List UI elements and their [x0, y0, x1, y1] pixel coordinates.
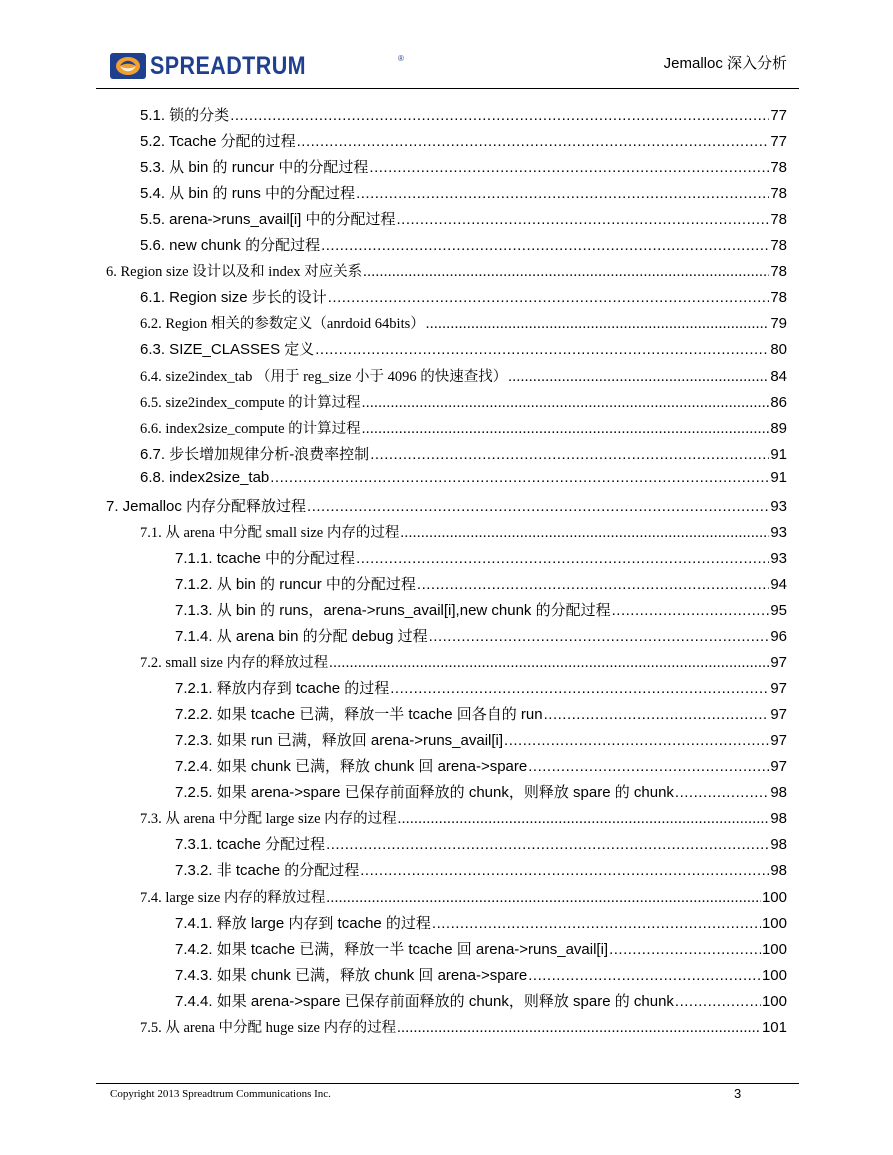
toc-entry-title: 7. Jemalloc 内存分配释放过程 [106, 497, 307, 515]
toc-entry-title: 7.5. 从 arena 中分配 huge size 内存的过程 [140, 1019, 397, 1036]
toc-dot-leader [270, 469, 769, 486]
toc-entry-title: 7.2. small size 内存的释放过程 [140, 655, 329, 672]
toc-entry[interactable] [140, 469, 787, 491]
toc-dot-leader [528, 758, 769, 775]
toc-dot-leader [356, 550, 769, 567]
toc-entry[interactable] [175, 833, 787, 855]
toc-entry[interactable] [175, 781, 787, 803]
toc-entry-title: 7.3. 从 arena 中分配 large size 内存的过程 [140, 811, 397, 828]
toc-entry[interactable] [140, 234, 787, 256]
toc-entry[interactable] [140, 391, 787, 413]
toc-entry-page: 97 [770, 732, 787, 750]
toc-dot-leader [544, 706, 770, 723]
toc-entry[interactable] [140, 886, 787, 908]
toc-entry-title: 7.2.3. 如果 run 已满，释放回 arena->runs_avail[i] [175, 732, 504, 750]
toc-entry-page: 86 [770, 393, 787, 411]
toc-entry-title: 7.1. 从 arena 中分配 small size 内存的过程 [140, 524, 400, 541]
footer-copyright: Copyright 2013 Spreadtrum Communications Inc. [110, 1088, 331, 1100]
toc-entry-page: 78 [770, 289, 787, 307]
toc-dot-leader [307, 498, 769, 515]
toc-dot-leader [504, 732, 769, 749]
toc-entry-title: 5.4. 从 bin 的 runs 中的分配过程 [140, 185, 356, 203]
toc-entry[interactable] [106, 260, 787, 282]
toc-entry-page: 98 [770, 862, 787, 880]
toc-entry-page: 98 [770, 784, 787, 802]
toc-entry-title: 6.8. index2size_tab [140, 468, 270, 486]
toc-dot-leader [675, 784, 769, 801]
toc-dot-leader [329, 655, 769, 672]
toc-entry-page: 94 [770, 575, 787, 593]
toc-entry-title: 6.2. Region 相关的参数定义（anrdoid 64bits） [140, 316, 425, 333]
toc-dot-leader [315, 341, 769, 358]
toc-entry[interactable] [106, 495, 787, 517]
toc-entry-title: 7.4.3. 如果 chunk 已满，释放 chunk 回 arena->spare [175, 966, 528, 984]
toc-entry[interactable] [140, 807, 787, 829]
toc-dot-leader [356, 185, 769, 202]
footer-rule [96, 1083, 799, 1084]
toc-entry[interactable] [140, 208, 787, 230]
toc-entry[interactable] [175, 859, 787, 881]
toc-entry-title: 7.1.2. 从 bin 的 runcur 中的分配过程 [175, 575, 416, 593]
toc-entry-title: 7.1.3. 从 bin 的 runs，arena->runs_avail[i],new chunk 的分配过程 [175, 601, 611, 619]
toc-entry-title: 7.4. large size 内存的释放过程 [140, 889, 326, 906]
toc-entry[interactable] [175, 703, 787, 725]
toc-entry[interactable] [140, 286, 787, 308]
toc-entry-title: 7.2.4. 如果 chunk 已满，释放 chunk 回 arena->spare [175, 758, 528, 776]
toc-entry-title: 6.6. index2size_compute 的计算过程 [140, 420, 361, 437]
header-rule [96, 88, 799, 89]
toc-dot-leader [362, 421, 770, 438]
toc-entry[interactable] [140, 651, 787, 673]
toc-entry-page: 79 [770, 315, 787, 333]
toc-entry-title: 7.1.4. 从 arena bin 的分配 debug 过程 [175, 628, 428, 645]
toc-entry[interactable] [175, 938, 787, 960]
footer-page-number: 3 [734, 1086, 742, 1101]
toc-dot-leader [362, 395, 770, 412]
toc-entry[interactable] [175, 573, 787, 595]
toc-dot-leader [369, 159, 769, 176]
toc-entry-title: 6.4. size2index_tab （用于 reg_size 小于 4096 的快速查找） [140, 368, 508, 385]
toc-entry-page: 97 [770, 654, 787, 672]
toc-dot-leader [675, 993, 761, 1010]
toc-entry[interactable] [175, 625, 787, 647]
toc-entry-page: 95 [770, 601, 787, 619]
toc-entry[interactable] [140, 312, 787, 334]
toc-entry[interactable] [140, 417, 787, 439]
toc-dot-leader [397, 1020, 761, 1037]
toc-entry[interactable] [175, 990, 787, 1012]
toc-entry-page: 97 [770, 758, 787, 776]
toc-entry[interactable] [175, 755, 787, 777]
toc-dot-leader [398, 811, 770, 828]
toc-entry[interactable] [175, 964, 787, 986]
toc-dot-leader [429, 628, 770, 645]
toc-entry-page: 100 [761, 966, 787, 984]
toc-dot-leader [508, 369, 769, 386]
toc-dot-leader [528, 967, 761, 984]
toc-entry-page: 78 [770, 237, 787, 255]
toc-entry-page: 77 [770, 107, 787, 124]
toc-entry[interactable] [140, 156, 787, 178]
toc-dot-leader [432, 915, 761, 932]
toc-entry-page: 100 [761, 992, 787, 1010]
toc-entry-page: 93 [770, 497, 787, 515]
toc-entry-title: 6. Region size 设计以及和 index 对应关系 [106, 264, 363, 281]
toc-entry-title: 6.1. Region size 步长的设计 [140, 289, 327, 307]
toc-dot-leader [321, 237, 769, 254]
toc-entry[interactable] [140, 338, 787, 360]
toc-entry[interactable] [140, 130, 787, 152]
toc-entry-title: 7.2.5. 如果 arena->spare 已保存前面释放的 chunk，则释放 spare 的 chunk [175, 784, 674, 802]
toc-entry-page: 77 [770, 133, 787, 151]
toc-entry-page: 100 [761, 914, 787, 932]
toc-entry[interactable] [140, 182, 787, 204]
toc-entry[interactable] [140, 365, 787, 387]
toc-entry-page: 91 [770, 468, 787, 486]
toc-dot-leader [328, 289, 770, 306]
toc-entry-page: 93 [770, 549, 787, 567]
toc-dot-leader [609, 941, 761, 958]
toc-entry-title: 7.1.1. tcache 中的分配过程 [175, 549, 356, 567]
document-title: Jemalloc 深入分析 [663, 55, 787, 72]
toc-dot-leader [397, 211, 770, 228]
toc-dot-leader [360, 862, 769, 879]
toc-entry-title: 5.1. 锁的分类 [140, 107, 230, 124]
toc-entry-title: 6.5. size2index_compute 的计算过程 [140, 394, 361, 411]
toc-entry-title: 7.3.1. tcache 分配过程 [175, 836, 326, 854]
toc-entry-page: 100 [761, 940, 787, 958]
toc-entry[interactable] [140, 443, 787, 465]
toc-dot-leader [417, 576, 769, 593]
toc-dot-leader [230, 107, 769, 124]
toc-dot-leader [326, 890, 761, 907]
toc-entry-title: 5.3. 从 bin 的 runcur 中的分配过程 [140, 159, 369, 177]
toc-entry-page: 78 [770, 185, 787, 203]
toc-entry-page: 84 [770, 367, 787, 385]
toc-entry-title: 7.4.1. 释放 large 内存到 tcache 的过程 [175, 914, 431, 932]
toc-entry-page: 78 [770, 211, 787, 229]
toc-entry-title: 6.7. 步长增加规律分析-浪费率控制 [140, 445, 370, 463]
toc-entry[interactable] [175, 677, 787, 699]
toc-dot-leader [326, 836, 769, 853]
toc-entry-page: 100 [761, 888, 787, 906]
toc-entry[interactable] [175, 912, 787, 934]
toc-entry-page: 97 [770, 706, 787, 724]
toc-entry-page: 80 [770, 341, 787, 359]
toc-entry-page: 78 [770, 263, 787, 281]
toc-entry[interactable] [175, 547, 787, 569]
toc-entry-title: 5.6. new chunk 的分配过程 [140, 237, 321, 255]
toc-dot-leader [363, 264, 769, 281]
toc-entry-page: 98 [770, 810, 787, 828]
toc-entry-page: 97 [770, 680, 787, 698]
toc-entry-title: 7.3.2. 非 tcache 的分配过程 [175, 862, 360, 880]
toc-dot-leader [400, 525, 769, 542]
toc-entry-page: 96 [770, 628, 787, 645]
logo-registered-mark: ® [398, 54, 404, 63]
toc-entry[interactable] [140, 104, 787, 126]
toc-entry-title: 5.2. Tcache 分配的过程 [140, 133, 296, 151]
toc-entry-title: 7.2.1. 释放内存到 tcache 的过程 [175, 680, 390, 698]
toc-entry-page: 78 [770, 159, 787, 177]
toc-entry-page: 98 [770, 836, 787, 854]
toc-entry-page: 101 [761, 1018, 787, 1036]
toc-dot-leader [390, 680, 769, 697]
toc-entry-title: 7.4.2. 如果 tcache 已满，释放一半 tcache 回 arena->runs_avail[i] [175, 940, 609, 958]
toc-entry-page: 91 [770, 445, 787, 463]
page-header [0, 0, 893, 90]
toc-entry-title: 7.4.4. 如果 arena->spare 已保存前面释放的 chunk，则释放 spare 的 chunk [175, 992, 674, 1010]
toc-entry[interactable] [140, 521, 787, 543]
toc-dot-leader [370, 446, 769, 463]
toc-entry[interactable] [175, 599, 787, 621]
toc-entry[interactable] [140, 1016, 787, 1038]
toc-entry-page: 93 [770, 523, 787, 541]
logo-text: SPREADTRUM [150, 51, 307, 80]
toc-dot-leader [426, 316, 770, 333]
toc-entry[interactable] [175, 729, 787, 751]
toc-entry-title: 7.2.2. 如果 tcache 已满，释放一半 tcache 回各自的 run [175, 706, 543, 724]
spreadtrum-logo-icon [110, 51, 146, 81]
toc-dot-leader [612, 602, 770, 619]
toc-dot-leader [297, 133, 770, 150]
toc-entry-title: 6.3. SIZE_CLASSES 定义 [140, 341, 315, 359]
spreadtrum-logo [110, 50, 404, 82]
toc-entry-title: 5.5. arena->runs_avail[i] 中的分配过程 [140, 211, 396, 229]
toc-entry-page: 89 [770, 419, 787, 437]
